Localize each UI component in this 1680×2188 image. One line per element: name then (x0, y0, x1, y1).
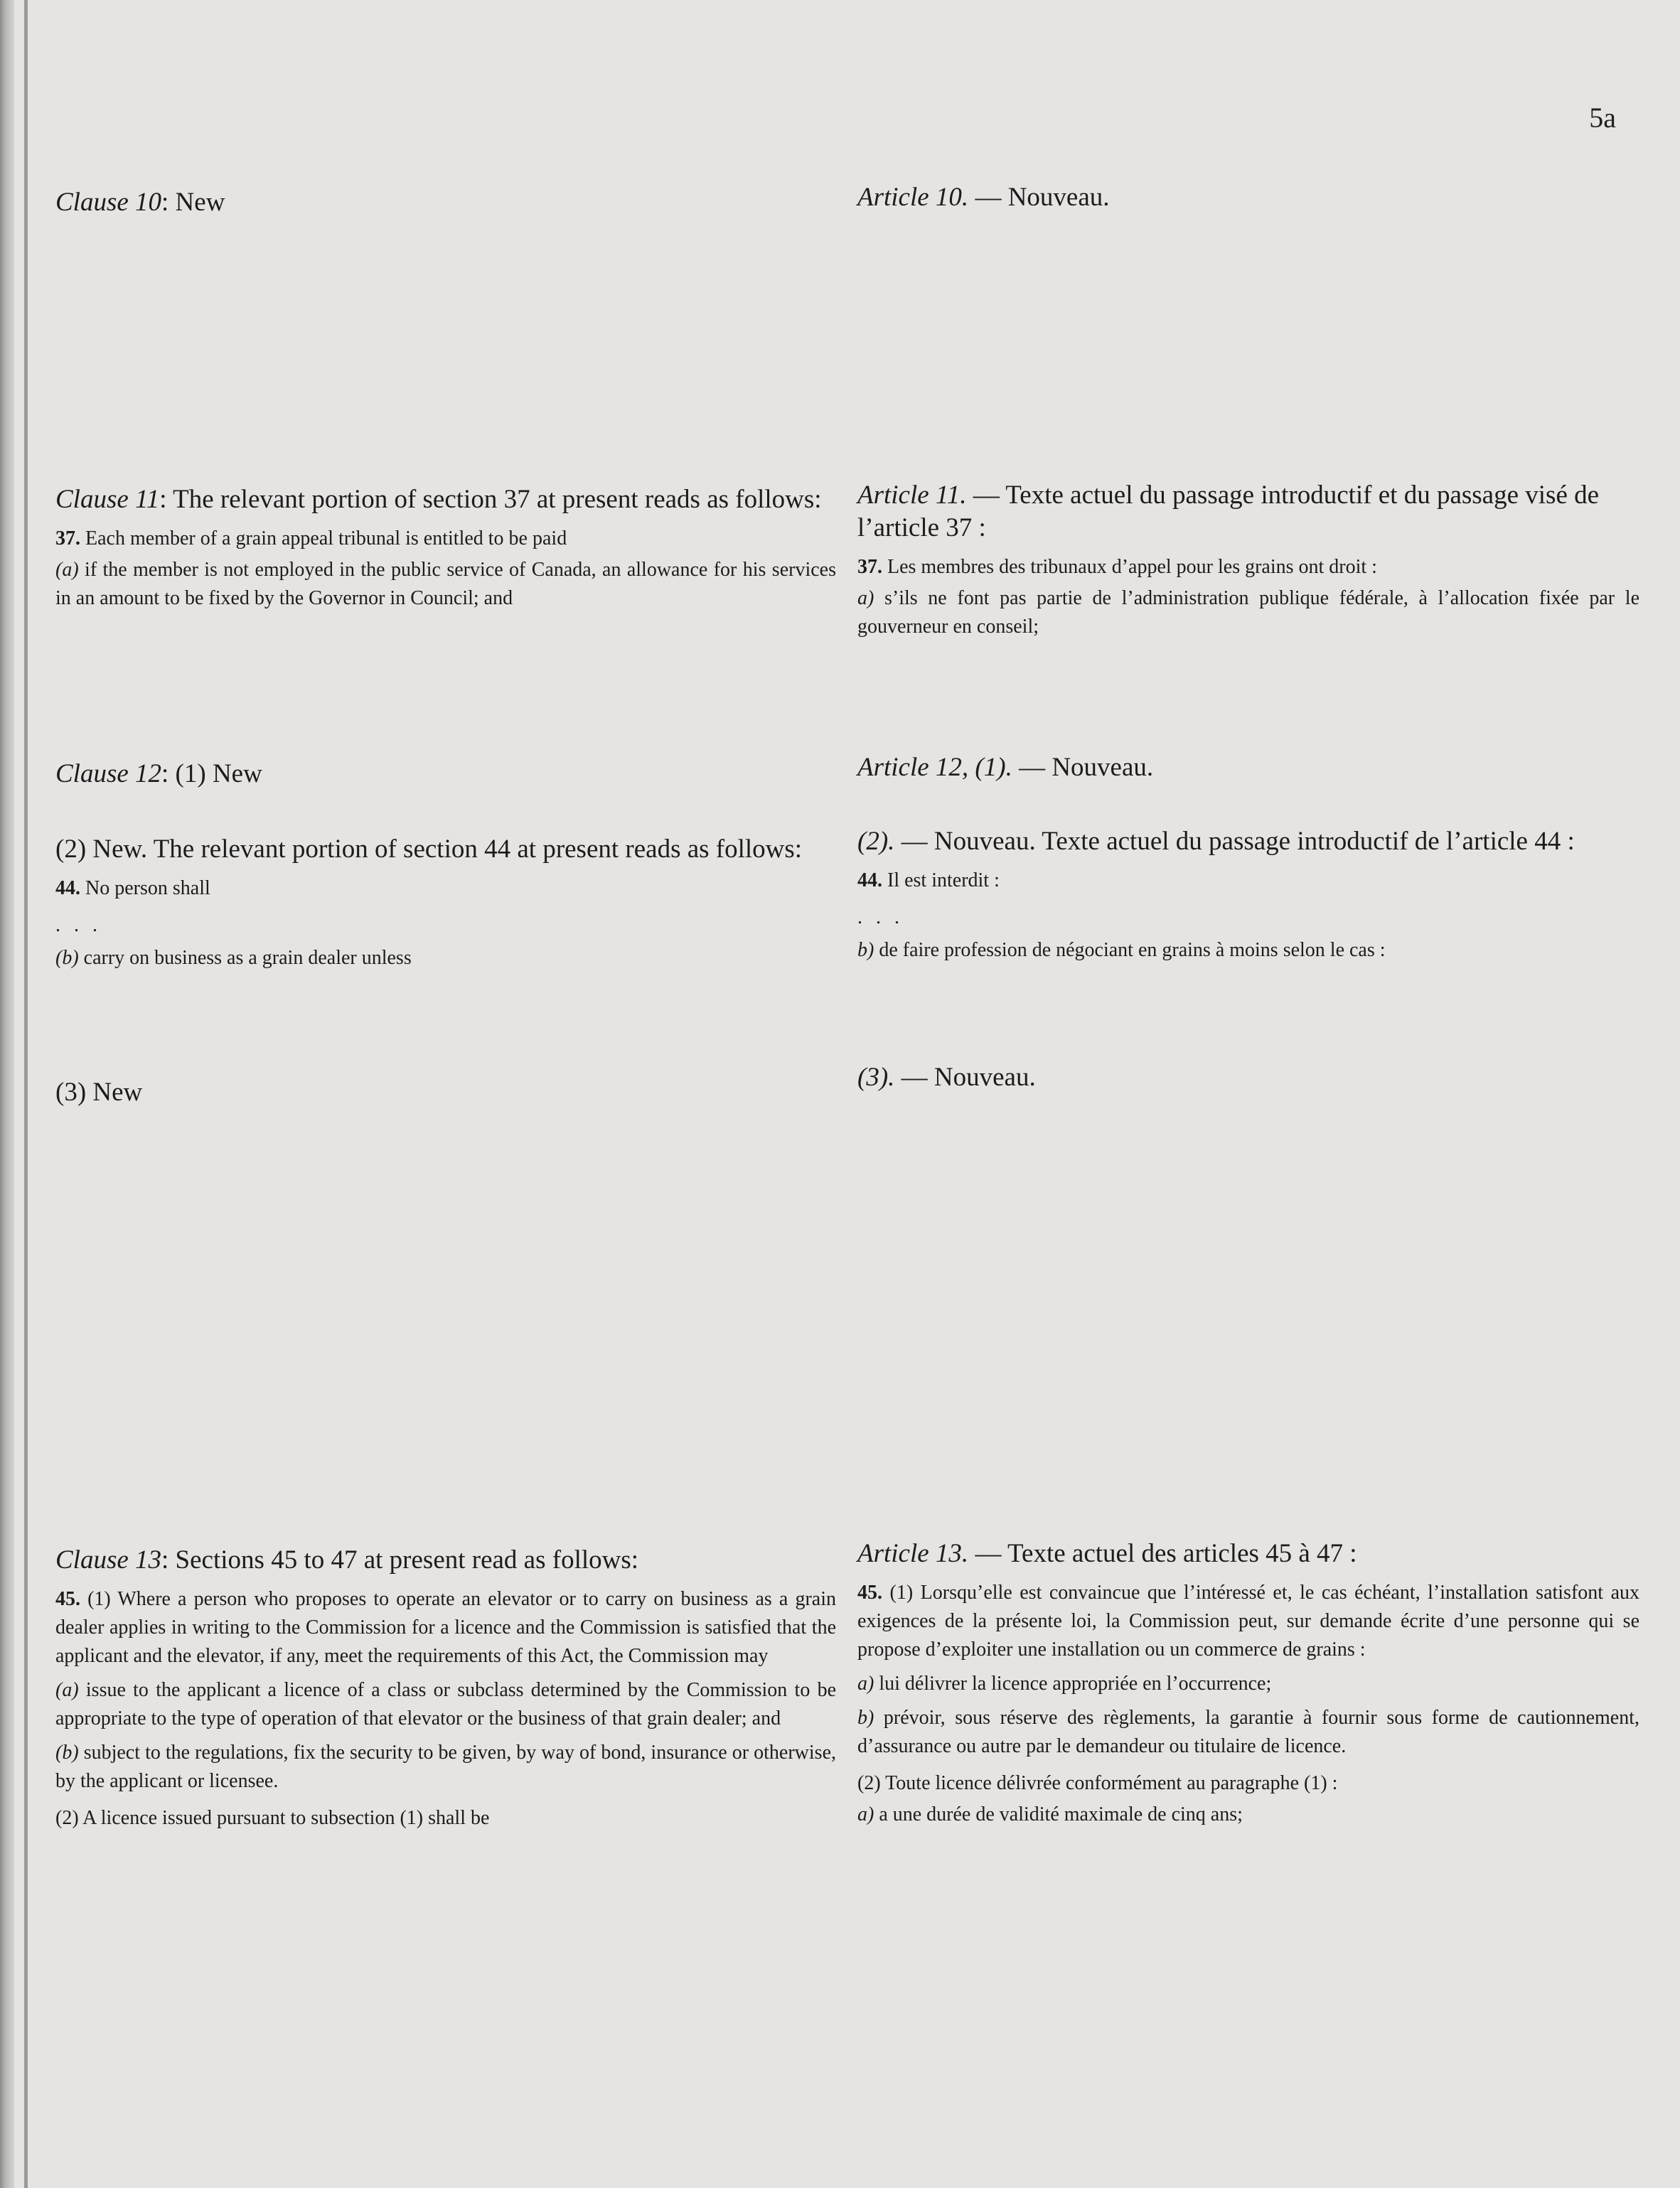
section-45-fr-para-a: a) lui délivrer la licence appropriée en l’occurrence; (857, 1673, 1272, 1695)
clause-13-en (55, 1544, 836, 1833)
clause-10-fr-heading: Article 10. — Nouveau. (857, 183, 1110, 212)
section-37-en-para-a: (a) if the member is not employed in the public service of Canada, an allowance for his services in an amount to be fixed by the Governor in Council; and (55, 559, 836, 609)
clause-12-en (55, 758, 836, 1109)
clause-12-fr-heading-2: (2). — Nouveau. Texte actuel du passage introductif de l’article 44 : (857, 827, 1575, 856)
page-number: 5a (1589, 102, 1616, 134)
clause-10-en (55, 186, 836, 219)
clause-12-en-heading-1: Clause 12: (1) New (55, 759, 262, 788)
section-45-en-para-a: (a) issue to the applicant a licence of a class or subclass determined by the Commission to be appropriate to the type of operation of that elevator or the business of that grain dealer; and (55, 1679, 836, 1730)
section-37-fr-intro: 37. Les membres des tribunaux d’appel pour les grains ont droit : (857, 556, 1377, 578)
clause-11-fr (857, 479, 1639, 641)
section-37-fr-para-a: a) s’ils ne font pas partie de l’administration publique fédérale, à l’allocation fixée par le gouverneur en conseil; (857, 587, 1639, 638)
clause-11-fr-heading: Article 11. — Texte actuel du passage introductif et du passage visé de l’article 37 : (857, 481, 1600, 542)
clause-12-fr-heading-3: (3). — Nouveau. (857, 1063, 1036, 1092)
section-45-fr-subsection-2: (2) Toute licence délivrée conformément au paragraphe (1) : (857, 1772, 1338, 1794)
section-44-en-intro: 44. No person shall (55, 877, 210, 899)
section-44-fr-ellipsis: . . . (857, 906, 904, 928)
clause-12-fr (857, 751, 1639, 1094)
section-45-fr-subsection-2-para-a: a) a une durée de validité maximale de cinq ans; (857, 1803, 1243, 1825)
section-44-fr-para-b: b) de faire profession de négociant en grains à moins selon le cas : (857, 939, 1386, 961)
clause-11-en-heading: Clause 11: The relevant portion of section 37 at present reads as follows: (55, 485, 822, 514)
section-45-en-subsection-1: 45. (1) Where a person who proposes to operate an elevator or to carry on business as a grain dealer applies in writing to the Commission for a licence and the Commission is satisfied that the applicant and the elevator, if any, meet the requirements of this Act, the Commission may (55, 1588, 836, 1667)
section-44-en-para-b: (b) carry on business as a grain dealer unless (55, 947, 412, 969)
page-binding-edge (0, 0, 14, 2188)
clause-12-en-heading-2: (2) New. The relevant portion of section 44 at present reads as follows: (55, 835, 803, 864)
clause-12-fr-heading-1: Article 12, (1). — Nouveau. (857, 753, 1154, 782)
section-44-en-ellipsis: . . . (55, 914, 102, 936)
section-37-en-intro: 37. Each member of a grain appeal tribunal is entitled to be paid (55, 527, 567, 549)
clause-10-en-heading: Clause 10: New (55, 188, 225, 217)
clause-13-fr (857, 1538, 1639, 1829)
clause-10-fr (857, 181, 1639, 214)
section-44-fr-intro: 44. Il est interdit : (857, 869, 1000, 891)
section-45-fr-para-b: b) prévoir, sous réserve des règlements, la garantie à fournir sous forme de cautionnement, d’assurance ou autre par le demandeur ou titulaire de licence. (857, 1707, 1639, 1757)
section-45-en-subsection-2: (2) A licence issued pursuant to subsection (1) shall be (55, 1807, 490, 1829)
clause-13-en-heading: Clause 13: Sections 45 to 47 at present read as follows: (55, 1545, 639, 1575)
clause-11-en (55, 483, 836, 613)
binding-line (24, 0, 28, 2188)
section-45-en-para-b: (b) subject to the regulations, fix the security to be given, by way of bond, insurance or otherwise, by the applicant or licensee. (55, 1742, 836, 1792)
section-45-fr-subsection-1: 45. (1) Lorsqu’elle est convaincue que l’intéressé et, le cas échéant, l’installation satisfont aux exigences de la présente loi, la Commission peut, sur demande écrite d’une personne qui se propose d’exploiter une installation ou un commerce de grains : (857, 1582, 1639, 1661)
clause-12-en-heading-3: (3) New (55, 1078, 143, 1107)
clause-13-fr-heading: Article 13. — Texte actuel des articles 45 à 47 : (857, 1539, 1357, 1568)
